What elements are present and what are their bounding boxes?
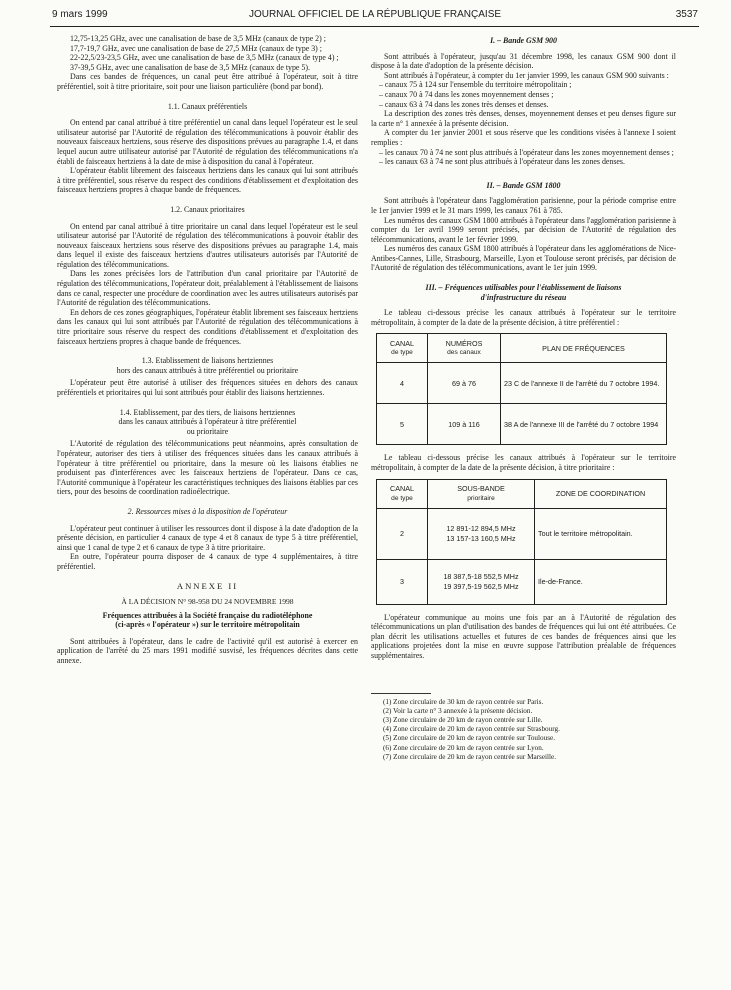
header-date: 9 mars 1999 xyxy=(52,9,108,20)
column-header: CANAL de type xyxy=(377,479,428,508)
section-heading-3: III. – Fréquences utilisables pour l'établissement de liaisons xyxy=(425,283,622,293)
footnote: (2) Voir la carte n° 3 annexée à la présente décision. xyxy=(383,706,533,715)
list-item: – les canaux 63 à 74 ne sont plus attribués à l'opérateur dans les zones denses. xyxy=(379,157,625,167)
footnote: (3) Zone circulaire de 20 km de rayon centrée sur Lille. xyxy=(383,716,543,724)
paragraph: Sont attribués à l'opérateur dans l'agglomération parisienne, pour la période comprise entre le 1er janvier 1999 et le 31 mars 1999, les canaux 761 à 785. xyxy=(371,196,676,215)
column-header: ZONE DE COORDINATION xyxy=(535,479,667,508)
section-heading-3-sub: d'infrastructure du réseau xyxy=(480,292,567,302)
table-cell: 69 à 76 xyxy=(428,363,501,404)
footnote-rule xyxy=(371,693,431,694)
table-cell: 12 891-12 894,5 MHz 13 157-13 160,5 MHz xyxy=(428,508,535,559)
paragraph: Le tableau ci-dessous précise les canaux attribués à l'opérateur sur le territoire métropolitain, à compter de la date de la présente décision, à titre préférentiel : xyxy=(371,308,676,327)
section-heading-1-4: 1.4. Etablissement, par des tiers, de liaisons hertziennes xyxy=(119,407,296,417)
section-heading-gsm900: I. – Bande GSM 900 xyxy=(490,36,557,45)
header-rule xyxy=(50,26,699,27)
paragraph: Dans les zones précisées lors de l'attribution d'un canal prioritaire par l'Autorité de régulation des télécommunications, l'opérateur doit, préalablement à l'établissement de liaisons dans ce canal, respecter une procédure de coordination avec les autres utilisateurs autorisés par l'Autorité de régulation des télécommunications. xyxy=(57,269,358,308)
list-item: – canaux 75 à 124 sur l'ensemble du territoire métropolitain ; xyxy=(379,80,572,90)
page-header xyxy=(52,9,698,25)
paragraph: 12,75-13,25 GHz, avec une canalisation de base de 3,5 MHz (canaux de type 2) ; xyxy=(70,34,326,43)
footnote: (4) Zone circulaire de 20 km de rayon centrée sur Strasbourg. xyxy=(383,725,560,734)
header-page-number: 3537 xyxy=(675,9,698,20)
table-cell: Ile-de-France. xyxy=(535,559,667,604)
right-column xyxy=(371,34,676,762)
paragraph: La description des zones très denses, denses, moyennement denses et peu denses figure sur la carte n° 1 annexée à la présente décision. xyxy=(371,109,676,128)
column-header: SOUS-BANDE prioritaire xyxy=(428,479,535,508)
paragraph: L'Autorité de régulation des télécommunications peut néanmoins, après consultation de l'opérateur, autoriser des tiers à utiliser des fréquences situées dans les canaux attribués à l'opérateur à titre préférentiel ou prioritaire, dans la mesure où les liaisons établies ne produisent pas d'interférences avec les faisceaux hertziens de l'opérateur. Dans ce cas, l'Autorité communique à l'opérateur les caractéristiques techniques des liaisons établies par ces tiers, pour des besoins de coordination radioélectrique. xyxy=(57,439,358,497)
table-cell: 3 xyxy=(377,559,428,604)
table-row xyxy=(377,363,667,404)
paragraph: En outre, l'opérateur pourra disposer de 4 canaux de type 4 supplémentaires, à titre préférentiel. xyxy=(57,552,358,571)
table-row xyxy=(377,559,667,604)
annex-title: ANNEXE II xyxy=(176,580,239,591)
paragraph: 17,7-19,7 GHz, avec une canalisation de base de 27,5 MHz (canaux de type 3) ; xyxy=(70,43,322,53)
paragraph: Le tableau ci-dessous précise les canaux attribués à l'opérateur sur le territoire métropolitain, à compter de la date de la présente décision, à titre prioritaire : xyxy=(371,453,676,473)
section-heading-1-4-sub: dans les canaux attribués à l'opérateur à titre préférentiel xyxy=(118,417,297,427)
section-heading-1-3: 1.3. Etablissement de liaisons hertziennes xyxy=(141,356,274,366)
annex-heading: Fréquences attribuées à la Société française du radiotéléphone xyxy=(102,610,313,620)
paragraph: L'opérateur peut continuer à utiliser les ressources dont il dispose à la date d'adoption de la présente décision, en particulier 4 canaux de type 4 et 8 canaux de type 5 à titre préférentiel, ainsi que 1 canal de type 2 et 6 canaux de type 3 à titre prioritaire. xyxy=(57,523,358,552)
section-heading-2: 2. Ressources mises à la disposition de l'opérateur xyxy=(127,506,288,516)
column-header: PLAN DE FRÉQUENCES xyxy=(501,334,667,363)
table-row xyxy=(377,508,667,559)
footnote: (1) Zone circulaire de 30 km de rayon centrée sur Paris. xyxy=(383,697,544,706)
footnote: (6) Zone circulaire de 20 km de rayon centrée sur Lyon. xyxy=(383,743,544,752)
paragraph: 22-22,5/23-23,5 GHz, avec une canalisation de base de 3,5 MHz (canaux de type 4) ; xyxy=(70,53,339,63)
paragraph: L'opérateur peut être autorisé à utiliser des fréquences situées en dehors des canaux préférentiels et prioritaires qui lui sont attribués pour établir des liaisons hertziennes. xyxy=(57,378,358,397)
paragraph: En dehors de ces zones géographiques, l'opérateur établit librement ses faisceaux hertziens dans les canaux qui lui sont attribués par l'Autorité de régulation des télécommunications à titre prioritaire sous réserve du respect des conditions d'établissement et d'exploitation des faisceaux hertziens propres à chaque bande de fréquences. xyxy=(57,307,358,346)
paragraph: A compter du 1er janvier 2001 et sous réserve que les conditions visées à l'annexe I soient remplies : xyxy=(371,128,676,147)
priority-channels-table xyxy=(376,479,667,605)
preferential-channels-table xyxy=(376,333,667,445)
header-journal-title: JOURNAL OFFICIEL DE LA RÉPUBLIQUE FRANÇAISE xyxy=(248,9,502,20)
section-heading-1-3-sub: hors des canaux attribués à titre préférentiel ou prioritaire xyxy=(116,365,299,375)
section-heading-1-4-sub2: ou prioritaire xyxy=(186,426,229,436)
paragraph: Sont attribués à l'opérateur, à compter du 1er janvier 1999, les canaux GSM 900 suivants : xyxy=(384,70,669,80)
table-header-row xyxy=(377,479,667,508)
list-item: – les canaux 70 à 74 ne sont plus attribués à l'opérateur dans les zones moyennement denses ; xyxy=(379,147,674,157)
section-heading-1-1: 1.1. Canaux préférentiels xyxy=(167,101,248,111)
list-item: – canaux 70 à 74 dans les zones moyennement denses ; xyxy=(379,89,554,99)
section-heading-1-2: 1.2. Canaux prioritaires xyxy=(170,204,245,214)
column-header: CANAL de type xyxy=(377,334,428,363)
section-heading-gsm1800: II. – Bande GSM 1800 xyxy=(486,180,561,190)
annex-heading-sub: (ci-après « l'opérateur ») sur le territoire métropolitain xyxy=(115,620,300,630)
paragraph: Les numéros des canaux GSM 1800 attribués à l'opérateur dans l'agglomération parisienne à compter du 1er avril 1999 seront précisés, par décision de l'Autorité de régulation des télécommunications, avant le 1er février 1999. xyxy=(371,215,676,244)
paragraph: Dans ces bandes de fréquences, un canal peut être attribué à l'opérateur, soit à titre préférentiel, soit à titre prioritaire, soit pour une liaison particulière (bond par bond). xyxy=(57,72,358,91)
paragraph: Les numéros des canaux GSM 1800 attribués à l'opérateur dans les agglomérations de Nice-Antibes-Cannes, Lille, Strasbourg, Marseille, Lyon et Toulouse seront précisés, par décision de l'Autorité de régulation des télécommunications, avant le 1er juin 1999. xyxy=(371,244,676,273)
column-header: NUMÉROS des canaux xyxy=(428,334,501,363)
table-cell: Tout le territoire métropolitain. xyxy=(535,508,667,559)
table-header-row xyxy=(377,334,667,363)
table-row xyxy=(377,404,667,445)
table-cell: 18 387,5-18 552,5 MHz 19 397,5-19 562,5 MHz xyxy=(428,559,535,604)
paragraph: Sont attribués à l'opérateur, jusqu'au 31 décembre 1998, les canaux GSM 900 dont il dispose à la date d'adoption de la présente décision. xyxy=(371,51,676,71)
table-cell: 109 à 116 xyxy=(428,404,501,445)
table-cell: 23 C de l'annexe II de l'arrêté du 7 octobre 1994. xyxy=(501,363,667,404)
footnote: (5) Zone circulaire de 20 km de rayon centrée sur Toulouse. xyxy=(383,734,555,743)
table-cell: 4 xyxy=(377,363,428,404)
paragraph: On entend par canal attribué à titre prioritaire un canal dans lequel l'opérateur est le seul utilisateur autorisé par l'Autorité de régulation des télécommunications à pouvoir établir des nouveaux faisceaux hertziens sous réserve des dispositions prévues au paragraphe 1.4, mais dans lequel il existe des faisceaux hertziens d'autres utilisateurs autorisés par l'Autorité de régulation des télécommunications. xyxy=(57,221,358,269)
paragraph: L'opérateur établit librement des faisceaux hertziens dans les canaux qui lui sont attribués à titre préférentiel, sous réserve du respect des conditions d'établissement et d'exploitation des faisceaux hertziens propres à chaque bande de fréquences. xyxy=(57,166,358,195)
paragraph: On entend par canal attribué à titre préférentiel un canal dans lequel l'opérateur est le seul utilisateur autorisé par l'Autorité de régulation des télécommunications à pouvoir établir des nouveaux faisceaux hertziens, sous réserve des dispositions prévues au paragraphe 1.4, et dans lequel aucun autre utilisateur autorisé par l'Autorité de régulation des télécommunications n'a établi de faisceaux hertziens à la date de mise à disposition du canal à l'opérateur. xyxy=(57,118,358,166)
table-cell: 5 xyxy=(377,404,428,445)
left-column xyxy=(57,34,358,666)
paragraph: 37-39,5 GHz, avec une canalisation de base de 3,5 MHz (canaux de type 5). xyxy=(70,62,310,72)
footnote: (7) Zone circulaire de 20 km de rayon centrée sur Marseille. xyxy=(383,752,557,761)
table-cell: 2 xyxy=(377,508,428,559)
paragraph: Sont attribuées à l'opérateur, dans le cadre de l'activité qu'il est autorisé à exercer en application de l'arrêté du 25 mars 1991 modifié susvisé, les fréquences décrites dans cette annexe. xyxy=(57,636,358,666)
footnotes xyxy=(371,693,676,762)
decision-reference: À LA DÉCISION N° 98-958 DU 24 NOVEMBRE 1998 xyxy=(121,597,294,607)
table-cell: 38 A de l'annexe III de l'arrêté du 7 octobre 1994 xyxy=(501,404,667,445)
paragraph: L'opérateur communique au moins une fois par an à l'Autorité de régulation des télécommunications un plan d'utilisation des bandes de fréquences qui lui ont été attribuées. Ce plan décrit les utilisations actuelles et futures de ces bandes de fréquences ainsi que les applications projetées dont la mise en œuvre suppose l'attribution préalable de fréquences supplémentaires. xyxy=(371,612,676,660)
list-item: – canaux 63 à 74 dans les zones très denses et denses. xyxy=(379,99,549,109)
